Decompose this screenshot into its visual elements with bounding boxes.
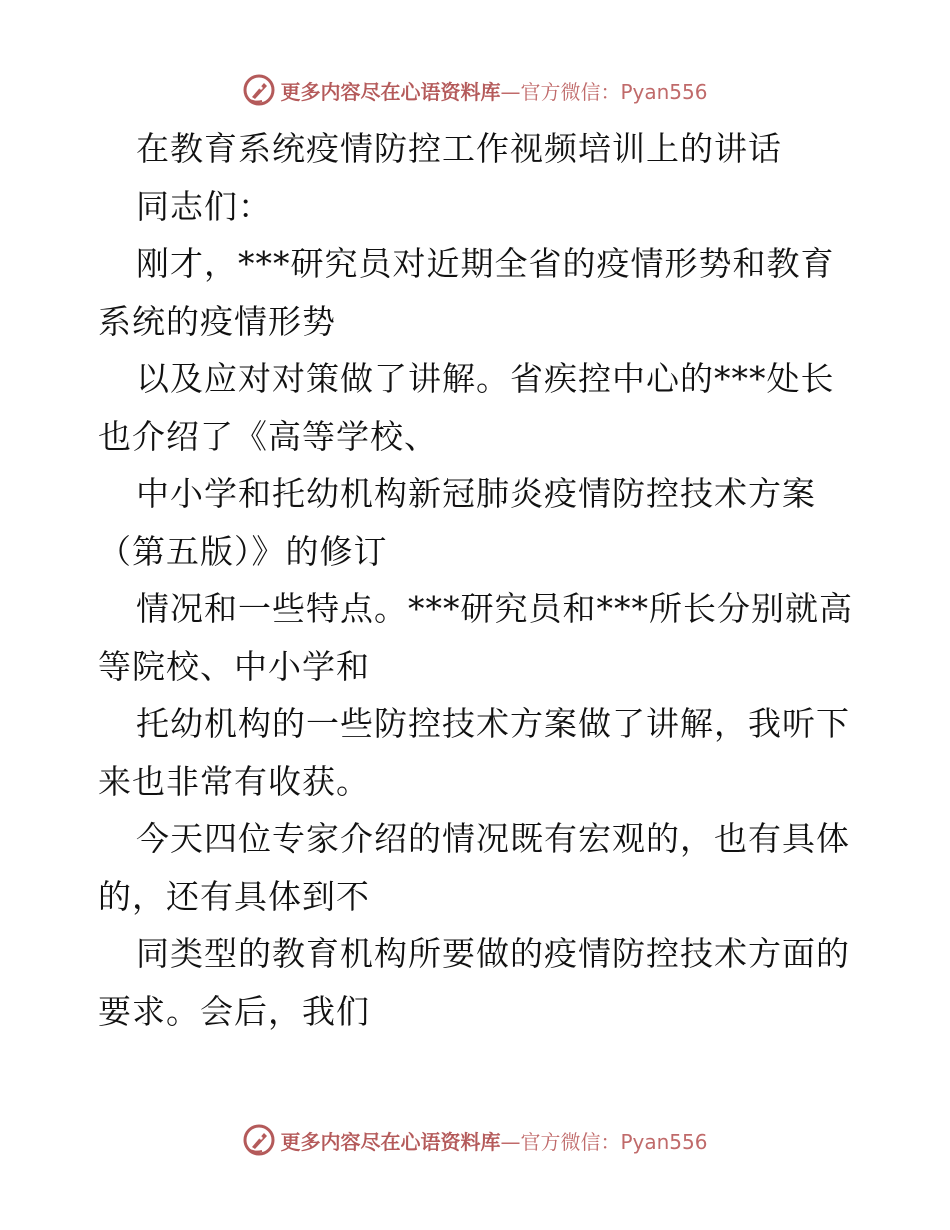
doc-salutation: 同志们： <box>136 186 272 226</box>
banner-brand-text: 更多内容尽在心语资料库 <box>280 1129 501 1154</box>
doc-line: 系统的疫情形势 <box>98 301 336 341</box>
pen-nib-circle-icon <box>242 1123 276 1157</box>
doc-title: 在教育系统疫情防控工作视频培训上的讲话 <box>136 129 782 168</box>
doc-line: 要求。会后，我们 <box>98 991 370 1031</box>
footer-banner <box>0 1120 950 1160</box>
doc-line: 托幼机构的一些防控技术方案做了讲解，我听下 <box>136 704 850 743</box>
doc-line: 刚才，***研究员对近期全省的疫情形势和教育 <box>136 244 835 283</box>
banner-brand-text: 更多内容尽在心语资料库 <box>280 79 501 104</box>
doc-line: 同类型的教育机构所要做的疫情防控技术方面的 <box>136 934 850 973</box>
doc-line: 等院校、中小学和 <box>98 646 370 686</box>
banner-contact-text: —官方微信：Pyan556 <box>500 1129 708 1154</box>
doc-line: 今天四位专家介绍的情况既有宏观的，也有具体 <box>136 819 850 858</box>
doc-line: 中小学和托幼机构新冠肺炎疫情防控技术方案 <box>136 474 816 513</box>
doc-line: 以及应对对策做了讲解。省疾控中心的***处长 <box>136 359 835 398</box>
doc-line: 来也非常有收获。 <box>98 761 370 801</box>
header-banner <box>0 70 950 110</box>
doc-line: 也介绍了《高等学校、 <box>98 416 438 456</box>
doc-line: 情况和一些特点。***研究员和***所长分别就高 <box>136 589 853 628</box>
doc-line: 的，还有具体到不 <box>98 876 370 916</box>
pen-nib-circle-icon <box>242 73 276 107</box>
banner-contact-text: —官方微信：Pyan556 <box>500 79 708 104</box>
document-body <box>98 120 856 1040</box>
doc-line: （第五版）》的修订 <box>98 531 388 571</box>
